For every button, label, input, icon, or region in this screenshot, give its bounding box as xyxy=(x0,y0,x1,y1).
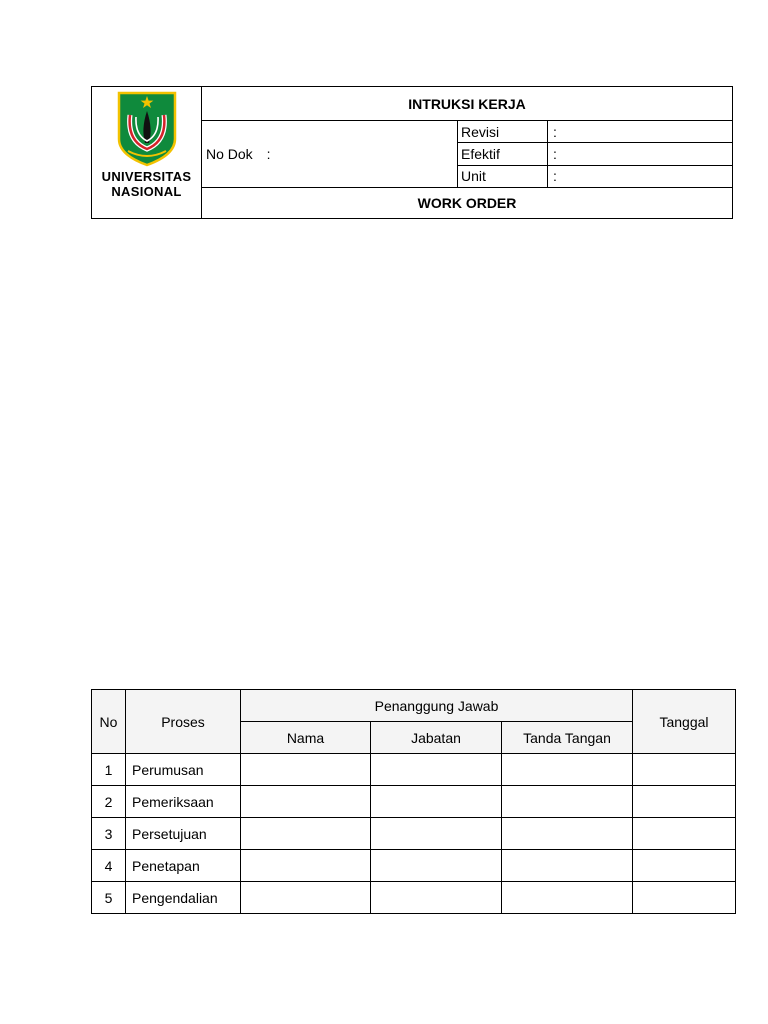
unit-label: Unit xyxy=(458,165,548,187)
no-dok-cell xyxy=(202,121,458,187)
logo-cell xyxy=(92,87,202,219)
university-name-line2: NASIONAL xyxy=(111,184,182,199)
nama-cell[interactable] xyxy=(241,754,371,786)
revisi-value: : xyxy=(548,121,733,143)
efektif-label: Efektif xyxy=(458,143,548,165)
revisi-label: Revisi xyxy=(458,121,548,143)
header-no: No xyxy=(92,690,126,754)
tanda-tangan-cell[interactable] xyxy=(502,754,633,786)
tanda-tangan-cell[interactable] xyxy=(502,786,633,818)
tanda-tangan-cell[interactable] xyxy=(502,850,633,882)
tanggal-cell[interactable] xyxy=(633,786,736,818)
tanggal-cell[interactable] xyxy=(633,754,736,786)
header-proses: Proses xyxy=(126,690,241,754)
table-row xyxy=(92,786,736,818)
row-proses: Pemeriksaan xyxy=(126,786,241,818)
header-tanda-tangan: Tanda Tangan xyxy=(502,722,633,754)
jabatan-cell[interactable] xyxy=(371,850,502,882)
jabatan-cell[interactable] xyxy=(371,882,502,914)
efektif-value: : xyxy=(548,143,733,165)
header-jabatan: Jabatan xyxy=(371,722,502,754)
document-header xyxy=(91,86,733,219)
tanggal-cell[interactable] xyxy=(633,882,736,914)
nama-cell[interactable] xyxy=(241,818,371,850)
jabatan-cell[interactable] xyxy=(371,818,502,850)
tanggal-cell[interactable] xyxy=(633,818,736,850)
no-dok-label: No Dok xyxy=(206,145,253,162)
tanda-tangan-cell[interactable] xyxy=(502,818,633,850)
no-dok-colon: : xyxy=(266,145,271,162)
table-row xyxy=(92,818,736,850)
table-row xyxy=(92,882,736,914)
row-proses: Persetujuan xyxy=(126,818,241,850)
header-nama: Nama xyxy=(241,722,371,754)
university-logo xyxy=(116,91,178,167)
tanda-tangan-cell[interactable] xyxy=(502,882,633,914)
nama-cell[interactable] xyxy=(241,882,371,914)
jabatan-cell[interactable] xyxy=(371,754,502,786)
row-number: 1 xyxy=(92,754,126,786)
tanggal-cell[interactable] xyxy=(633,850,736,882)
document-title: INTRUKSI KERJA xyxy=(202,87,733,121)
table-row xyxy=(92,850,736,882)
header-tanggal: Tanggal xyxy=(633,690,736,754)
nama-cell[interactable] xyxy=(241,850,371,882)
responsibility-table xyxy=(91,689,736,914)
row-number: 2 xyxy=(92,786,126,818)
table-row xyxy=(92,754,736,786)
university-name-line1: UNIVERSITAS xyxy=(101,169,192,184)
unit-value: : xyxy=(548,165,733,187)
row-proses: Perumusan xyxy=(126,754,241,786)
row-number: 5 xyxy=(92,882,126,914)
row-proses: Pengendalian xyxy=(126,882,241,914)
header-penanggung-jawab: Penanggung Jawab xyxy=(241,690,633,722)
nama-cell[interactable] xyxy=(241,786,371,818)
row-number: 4 xyxy=(92,850,126,882)
jabatan-cell[interactable] xyxy=(371,786,502,818)
row-number: 3 xyxy=(92,818,126,850)
document-subtitle: WORK ORDER xyxy=(202,187,733,218)
row-proses: Penetapan xyxy=(126,850,241,882)
